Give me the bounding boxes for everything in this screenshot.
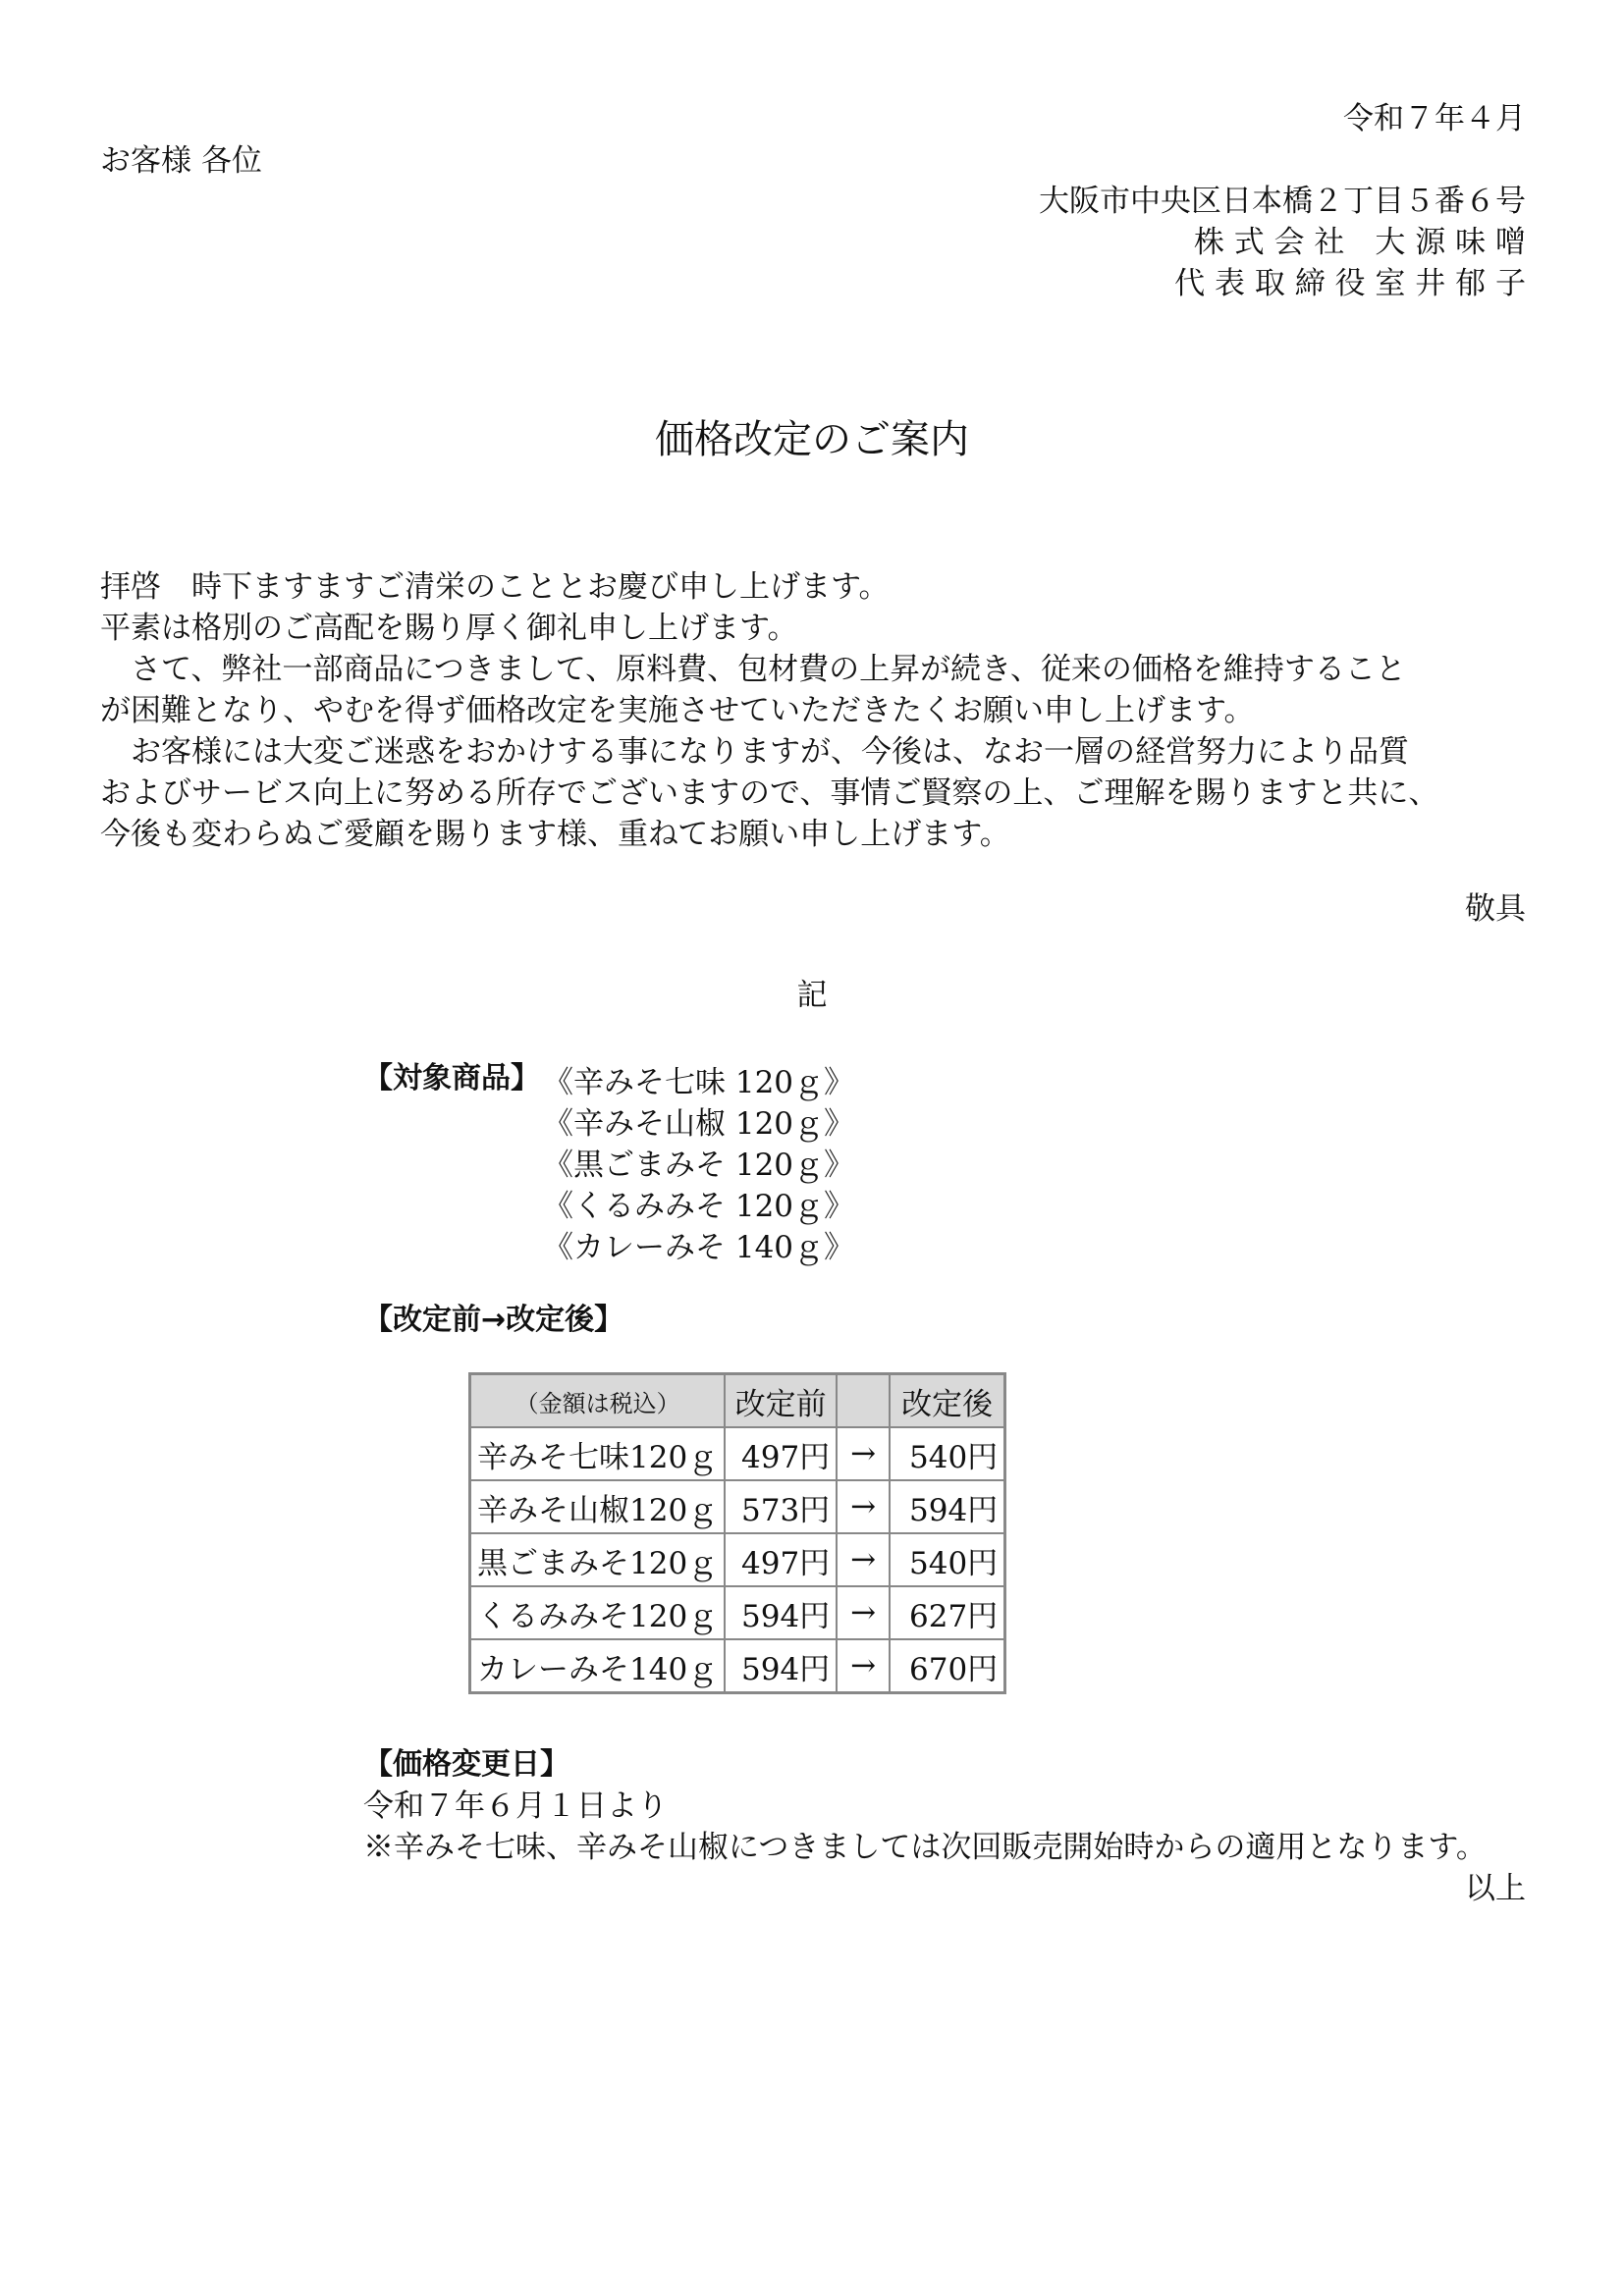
body-line: 平素は格別のご高配を賜り厚く御礼申し上げます。 bbox=[100, 611, 798, 646]
product-item: 《くるみみそ 120ｇ》 bbox=[543, 1188, 855, 1224]
header-arrow bbox=[837, 1374, 890, 1427]
product-name-cell: 辛みそ山椒120ｇ bbox=[470, 1480, 725, 1533]
recipient: お客様 各位 bbox=[100, 143, 262, 179]
ki-heading: 記 bbox=[796, 978, 828, 1013]
product-item: 《辛みそ七味 120ｇ》 bbox=[543, 1064, 855, 1100]
table-row bbox=[470, 1586, 1004, 1639]
price-before-cell: 573円 bbox=[725, 1480, 837, 1533]
sender-company: 株 式 会 社 大 源 味 噌 bbox=[1193, 225, 1526, 260]
product-item: 《カレーみそ 140ｇ》 bbox=[543, 1229, 855, 1265]
body-line: が困難となり、やむを得ず価格改定を実施させていただきたくお願い申し上げます。 bbox=[100, 693, 1255, 728]
price-before-cell: 594円 bbox=[725, 1639, 837, 1692]
price-table bbox=[468, 1372, 1006, 1694]
effective-date-note: ※辛みそ七味、辛みそ山椒につきましては次回販売開始時からの適用となります。 bbox=[363, 1830, 1487, 1865]
closing-ijo: 以上 bbox=[1465, 1871, 1526, 1906]
price-after-cell: 670円 bbox=[890, 1639, 1004, 1692]
sender-representative: 代 表 取 締 役 室 井 郁 子 bbox=[1174, 266, 1526, 301]
body-line: およびサービス向上に努める所存でございますので、事情ご賢察の上、ご理解を賜りますと共に、 bbox=[100, 775, 1439, 811]
arrow-cell: → bbox=[837, 1586, 890, 1639]
header-after: 改定後 bbox=[890, 1374, 1004, 1427]
product-name-cell: 黒ごまみそ120ｇ bbox=[470, 1533, 725, 1586]
price-change-label: 【改定前→改定後】 bbox=[363, 1303, 624, 1337]
table-row bbox=[470, 1480, 1004, 1533]
product-name-cell: カレーみそ140ｇ bbox=[470, 1639, 725, 1692]
effective-date-label: 【価格変更日】 bbox=[363, 1747, 569, 1782]
sender-address: 大阪市中央区日本橋２丁目５番６号 bbox=[1039, 184, 1526, 219]
body-line: さて、弊社一部商品につきまして、原料費、包材費の上昇が続き、従来の価格を維持すること bbox=[100, 652, 1406, 687]
target-products bbox=[363, 1058, 854, 1264]
product-name-cell: くるみみそ120ｇ bbox=[470, 1586, 725, 1639]
sender-block bbox=[1039, 181, 1526, 304]
document-title: 価格改定のご案内 bbox=[655, 417, 969, 462]
price-before-cell: 497円 bbox=[725, 1427, 837, 1480]
price-after-cell: 594円 bbox=[890, 1480, 1004, 1533]
price-before-cell: 594円 bbox=[725, 1586, 837, 1639]
price-before-cell: 497円 bbox=[725, 1533, 837, 1586]
letter-body bbox=[100, 566, 1534, 855]
price-after-cell: 540円 bbox=[890, 1427, 1004, 1480]
product-item: 《黒ごまみそ 120ｇ》 bbox=[543, 1147, 855, 1183]
products-label: 【対象商品】 bbox=[363, 1061, 540, 1095]
effective-date-block bbox=[363, 1786, 1487, 1868]
product-item: 《辛みそ山椒 120ｇ》 bbox=[543, 1105, 855, 1142]
body-line: 今後も変わらぬご愛顧を賜ります様、重ねてお願い申し上げます。 bbox=[100, 817, 1010, 852]
header-note: （金額は税込） bbox=[470, 1374, 725, 1427]
table-row bbox=[470, 1427, 1004, 1480]
body-line: 拝啓 時下ますますご清栄のこととお慶び申し上げます。 bbox=[100, 569, 890, 605]
arrow-cell: → bbox=[837, 1533, 890, 1586]
table-row bbox=[470, 1639, 1004, 1692]
price-after-cell: 627円 bbox=[890, 1586, 1004, 1639]
table-row bbox=[470, 1533, 1004, 1586]
product-name-cell: 辛みそ七味120ｇ bbox=[470, 1427, 725, 1480]
price-after-cell: 540円 bbox=[890, 1533, 1004, 1586]
effective-date: 令和７年６月１日より bbox=[363, 1789, 668, 1824]
arrow-cell: → bbox=[837, 1480, 890, 1533]
table-header-row bbox=[470, 1374, 1004, 1427]
arrow-cell: → bbox=[837, 1427, 890, 1480]
document-date: 令和７年４月 bbox=[1343, 101, 1526, 136]
header-before: 改定前 bbox=[725, 1374, 837, 1427]
arrow-cell: → bbox=[837, 1639, 890, 1692]
body-line: お客様には大変ご迷惑をおかけする事になりますが、今後は、なお一層の経営努力により品質 bbox=[100, 734, 1409, 770]
closing-keigu: 敬具 bbox=[1465, 891, 1526, 927]
